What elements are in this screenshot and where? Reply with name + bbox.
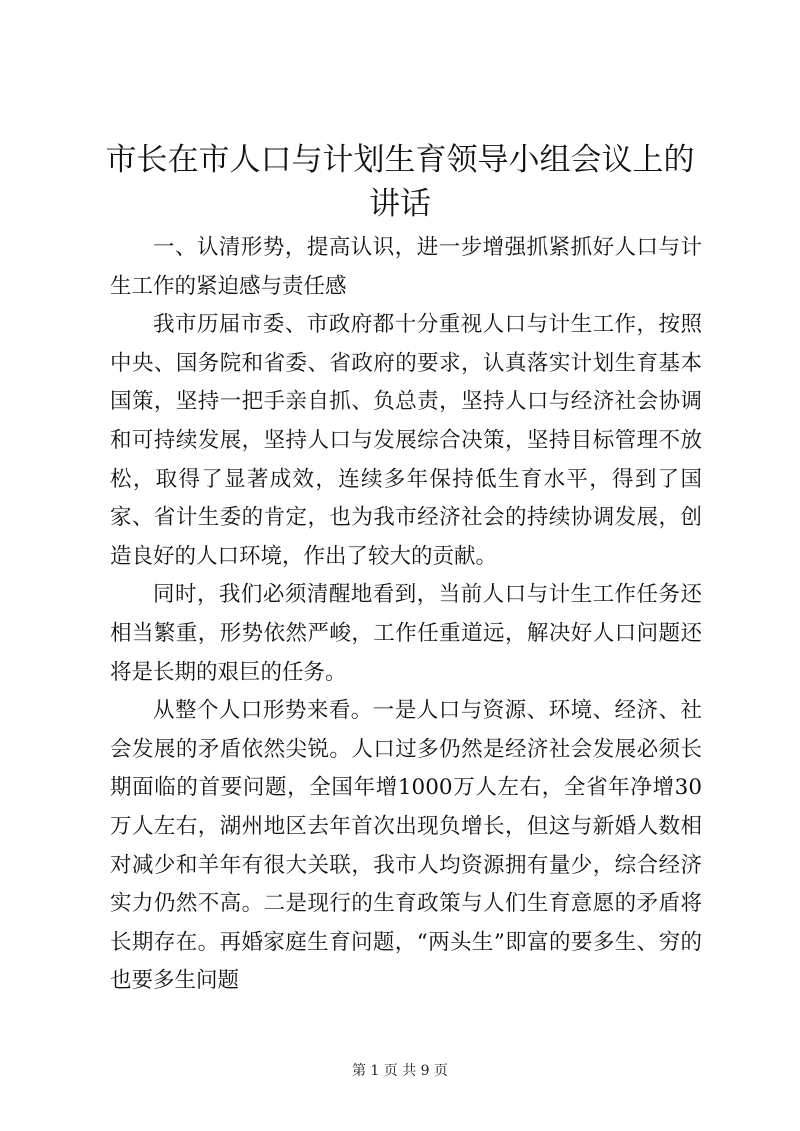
paragraph-population-situation: 从整个人口形势来看。一是人口与资源、环境、经济、社会发展的矛盾依然尖锐。人口过多仍然是经济社会发展必须长期面临的首要问题，全国年增1000万人左右，全省年净增30万人左右，湖州地区去年首次出现负增长，但这与新婚人数相对减少和羊年有很大关联，我市人均资源拥有量少，综合经济实力仍然不高。二是现行的生育政策与人们生育意愿的矛盾将长期存在。再婚家庭生育问题，“两头生”即富的要多生、穷的也要多生问题 bbox=[110, 698, 702, 994]
paragraph-challenges: 同时，我们必须清醒地看到，当前人口与计生工作任务还相当繁重，形势依然严峻，工作任重道远，解决好人口问题还将是长期的艰巨的任务。 bbox=[110, 582, 702, 685]
document-body bbox=[110, 229, 702, 1001]
page-number-footer: 第 1 页 共 9 页 bbox=[351, 1063, 449, 1079]
paragraph-section-heading: 一、认清形势，提高认识，进一步增强抓紧抓好人口与计生工作的紧迫感与责任感 bbox=[110, 235, 702, 299]
paragraph-achievements: 我市历届市委、市政府都十分重视人口与计生工作，按照中央、国务院和省委、省政府的要求，认真落实计划生育基本国策，坚持一把手亲自抓、负总责，坚持人口与经济社会协调和可持续发展，坚持人口与发展综合决策，坚持目标管理不放松，取得了显著成效，连续多年保持低生育水平，得到了国家、省计生委的肯定，也为我市经济社会的持续协调发展，创造良好的人口环境，作出了较大的贡献。 bbox=[110, 312, 702, 569]
document-title: 市长在市人口与计划生育领导小组会议上的讲话 bbox=[105, 142, 695, 222]
